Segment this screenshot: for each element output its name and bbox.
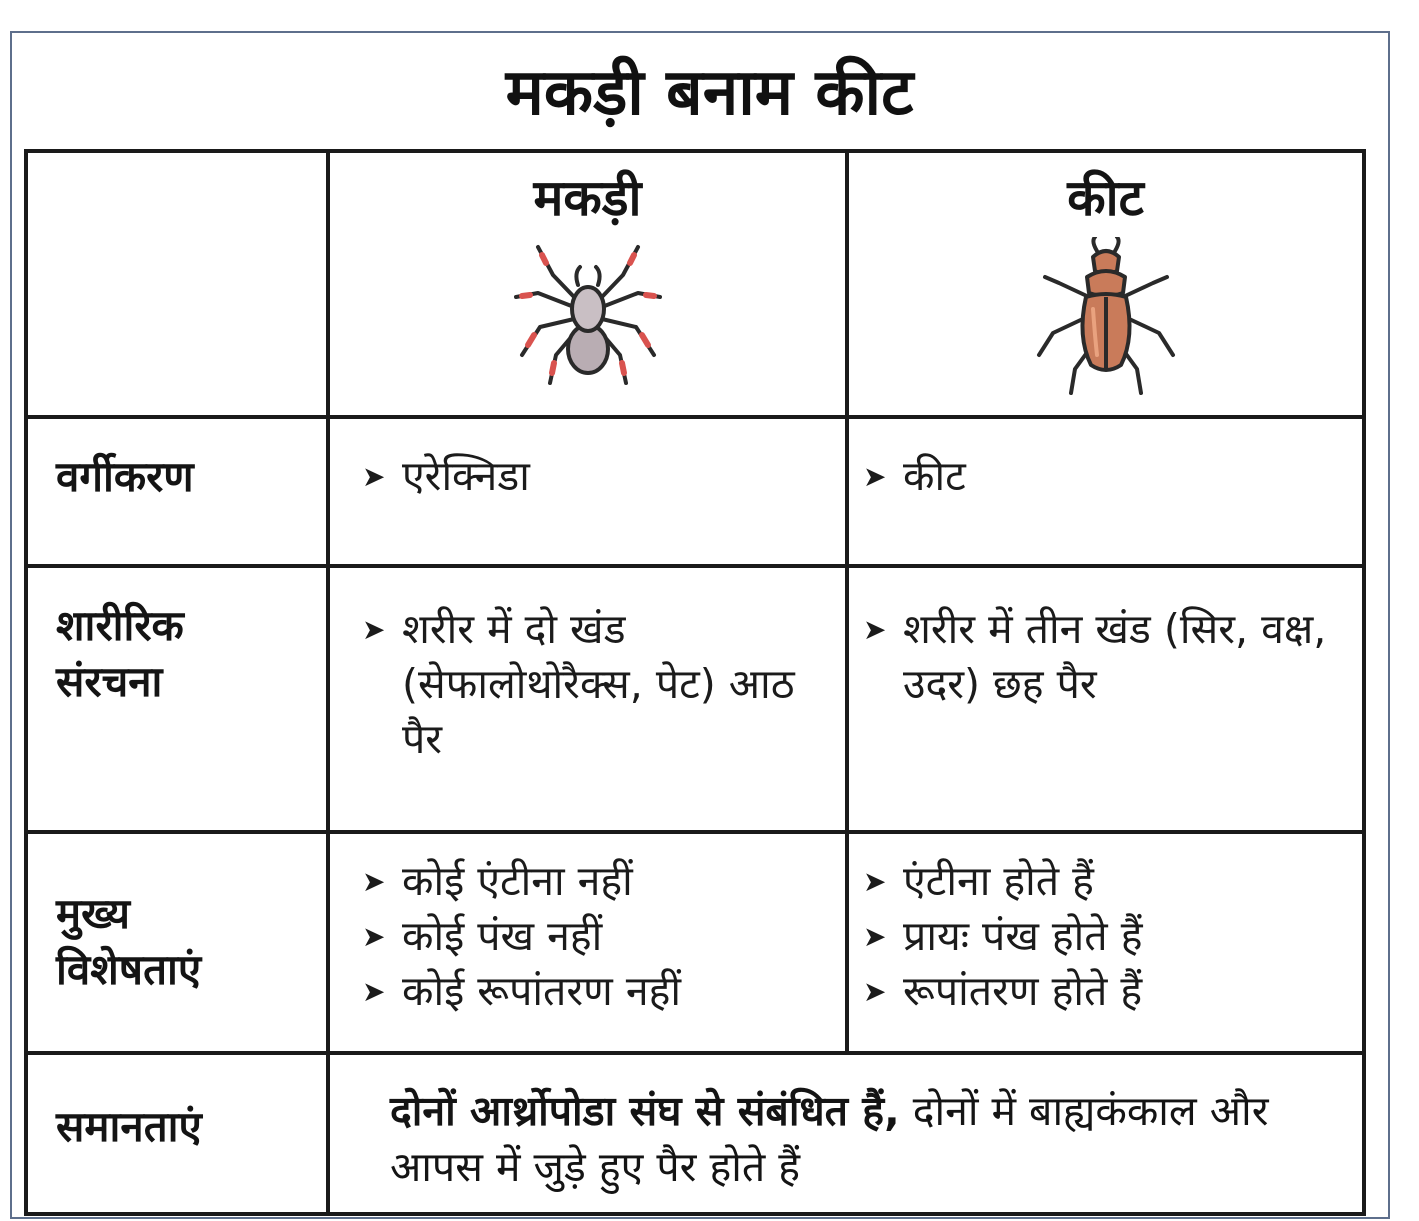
spider-column-title: मकड़ी	[533, 169, 642, 227]
spider-header-cell	[328, 151, 847, 417]
insect-structure-cell	[847, 566, 1364, 832]
spider-structure-cell	[328, 566, 847, 832]
bullet-arrow-icon: ➤	[362, 613, 386, 646]
list-item: ➤ शरीर में दो खंड (सेफालोथोरैक्स, पेट) आठ पैर	[362, 602, 827, 767]
spider-classification-cell	[328, 417, 847, 566]
similarity-bold-text: दोनों आर्थ्रोपोडा संघ से संबंधित हैं,	[390, 1087, 900, 1135]
row-label-features: मुख्य विशेषताएं	[26, 832, 328, 1053]
similarity-text: दोनों में बाह्यकंकाल और आपस में जुड़े हुए पैर होते हैं	[390, 1087, 1269, 1191]
list-item: ➤ एरेक्निडा	[362, 449, 827, 504]
list-item: ➤ एंटीना होते हैं	[863, 854, 1344, 909]
page-title: मकड़ी बनाम कीट	[505, 56, 914, 130]
header-empty-cell	[26, 151, 328, 417]
comparison-table	[24, 149, 1366, 1216]
spider-icon	[508, 237, 668, 387]
insect-column-title: कीट	[1067, 169, 1144, 227]
insect-classification-cell	[847, 417, 1364, 566]
list-item: ➤ कोई पंख नहीं	[362, 909, 827, 964]
header-row	[26, 151, 1364, 417]
list-item: ➤ कीट	[863, 449, 1344, 504]
similarity-cell	[328, 1053, 1364, 1214]
list-item: ➤ रूपांतरण होते हैं	[863, 964, 1344, 1019]
beetle-icon	[1031, 237, 1181, 397]
bullet-arrow-icon: ➤	[863, 865, 887, 898]
row-label-classification: वर्गीकरण	[26, 417, 328, 566]
bullet-arrow-icon: ➤	[362, 865, 386, 898]
list-item: ➤ प्रायः पंख होते हैं	[863, 909, 1344, 964]
features-row	[26, 832, 1364, 1053]
row-label-similarity: समानताएं	[26, 1053, 328, 1214]
bullet-arrow-icon: ➤	[362, 975, 386, 1008]
bullet-arrow-icon: ➤	[362, 460, 386, 493]
list-item: ➤ कोई रूपांतरण नहीं	[362, 964, 827, 1019]
bullet-arrow-icon: ➤	[362, 920, 386, 953]
insect-header-cell	[847, 151, 1364, 417]
classification-row	[26, 417, 1364, 566]
bullet-arrow-icon: ➤	[863, 460, 887, 493]
bullet-arrow-icon: ➤	[863, 920, 887, 953]
row-label-structure: शारीरिक संरचना	[26, 566, 328, 832]
list-item: ➤ शरीर में तीन खंड (सिर, वक्ष, उदर) छह पैर	[863, 602, 1344, 712]
insect-features-cell	[847, 832, 1364, 1053]
list-item: ➤ कोई एंटीना नहीं	[362, 854, 827, 909]
structure-row	[26, 566, 1364, 832]
similarity-row	[26, 1053, 1364, 1214]
bullet-arrow-icon: ➤	[863, 975, 887, 1008]
spider-features-cell	[328, 832, 847, 1053]
bullet-arrow-icon: ➤	[863, 613, 887, 646]
